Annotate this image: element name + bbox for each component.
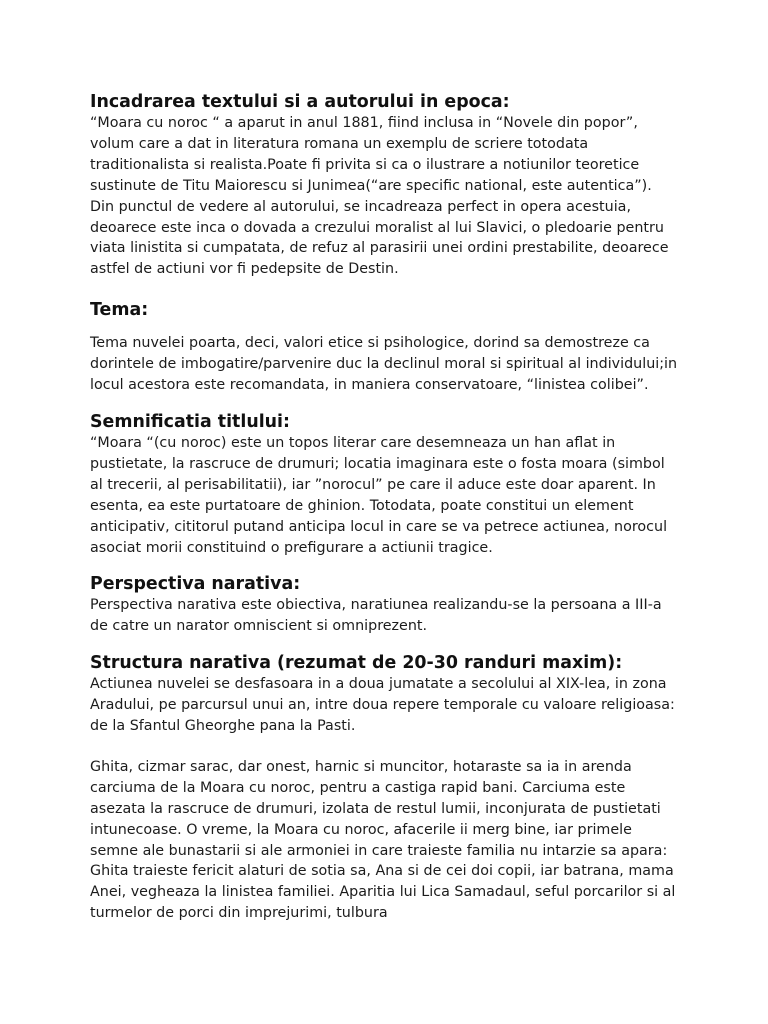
paragraph-structure-summary: Ghita, cizmar sarac, dar onest, harnic si muncitor, hotaraste sa ia in arenda carciuma de la Moara cu noroc, pentru a castiga rapid bani. Carciuma este asezata la rascruce de drumuri, izolata de restul lumii, inconjurata de pustietati intunecoase. O vreme, la Moara cu noroc, afacerile ii merg bine, iar primele semne ale bunastarii si ale armoniei in care traieste familia nu intarzie sa apara: Ghita traieste fericit alaturi de sotia sa, Ana si de cei doi copii, iar batrana, mama Anei, vegheaza la linistea familiei. Aparitia lui Lica Samadaul, seful porcarilor si al turmelor de porci din imprejurimi, tulbura	[90, 758, 676, 922]
paragraph-theme: Tema nuvelei poarta, deci, valori etice si psihologice, dorind sa demostreze ca dorintele de imbogatire/parvenire duc la declinul moral si spiritual al individului;in locul acestora este recomandata, in maniera conservatoare, “linistea colibei”.	[90, 335, 678, 394]
paragraph-structure-setting: Actiunea nuvelei se desfasoara in a doua jumatate a secolului al XIX-lea, in zona Aradului, pe parcursul unui an, intre doua repere temporale cu valoare religioasa: de la Sfantul Gheorghe pana la Pasti.	[90, 676, 675, 735]
section-heading-context: Incadrarea textului si a autorului in epoca:	[90, 92, 510, 112]
paragraph-context-author: Din punctul de vedere al autorului, se incadreaza perfect in opera acestuia, deoarece este inca o dovada a crezului moralist al lui Slavici, o pledoarie pentru viata linistita si cumpatata, de refuz al parasirii unei ordini prestabilite, deoarece astfel de actiuni vor fi pedepsite de Destin.	[90, 198, 669, 278]
section-heading-title-meaning: Semnificatia titlului:	[90, 411, 290, 432]
paragraph-title-meaning: “Moara “(cu noroc) este un topos literar care desemneaza un han aflat in pustietate, la rascruce de drumuri; locatia imaginara este o fosta moara (simbol al trecerii, al perisabilitatii), iar ”norocul” pe care il aduce este doar aparent. In esenta, ea este purtatoare de ghinion. Totodata, poate constitui un element anticipativ, cititorul putand anticipa locul in care se va petrece actiunea, norocul asociat morii constituind o prefigurare a actiunii tragice.	[90, 434, 668, 556]
section-heading-narrative-structure: Structura narativa (rezumat de 20-30 randuri maxim):	[90, 653, 623, 674]
section-heading-theme: Tema:	[90, 300, 149, 321]
document-page	[90, 92, 680, 924]
section-heading-narrative-perspective: Perspectiva narativa:	[90, 574, 301, 595]
paragraph-narrative-perspective: Perspectiva narativa este obiectiva, naratiunea realizandu-se la persoana a III-a de catre un narator omniscient si omniprezent.	[90, 597, 662, 635]
paragraph-context-publication: “Moara cu noroc “ a aparut in anul 1881, fiind inclusa in “Novele din popor”, volum care a dat in literatura romana un exemplu de scriere totodata traditionalista si realista.Poate fi privita si ca o ilustrare a notiunilor teoretice sustinute de Titu Maiorescu si Junimea(“are specific national, este autentica”).	[90, 115, 652, 194]
